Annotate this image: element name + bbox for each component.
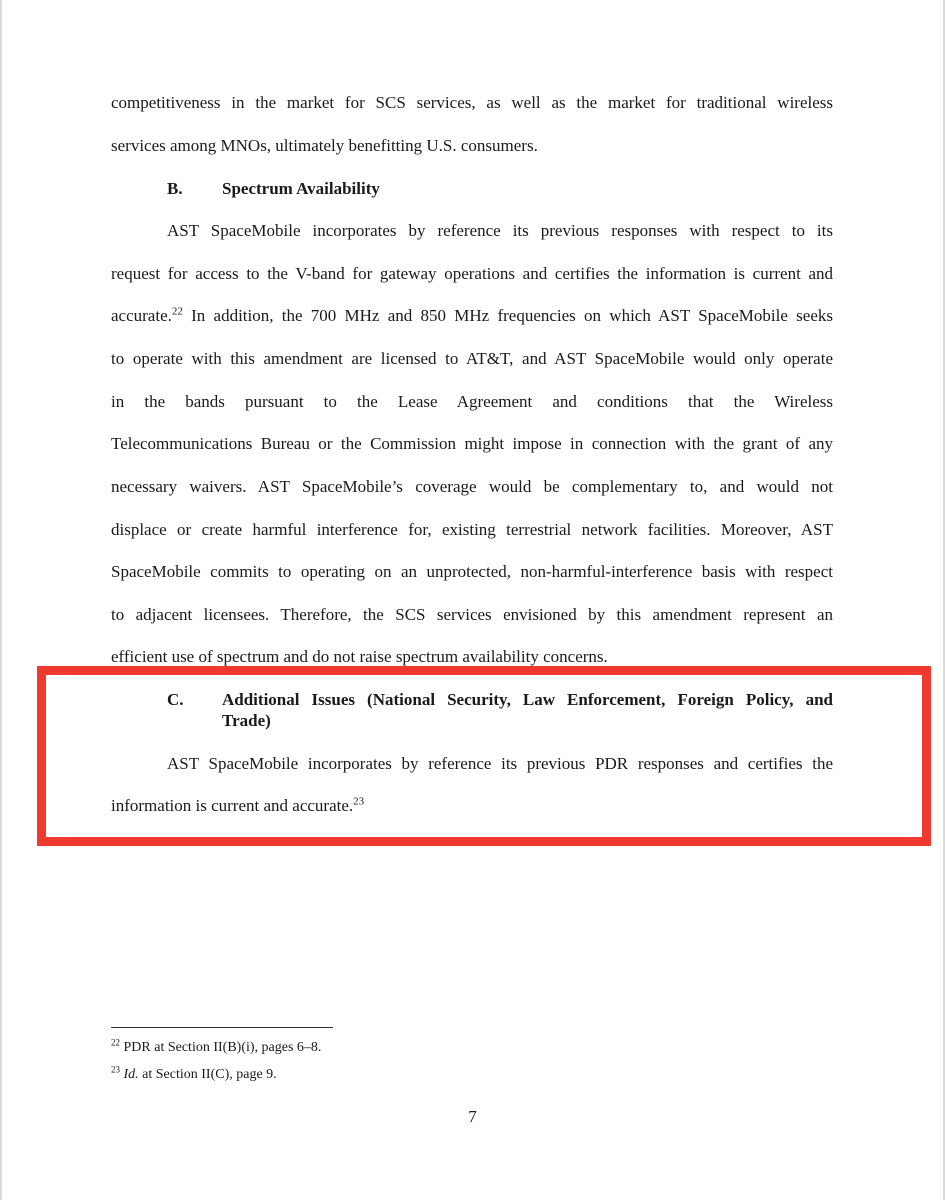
page-edge [0, 0, 2, 1200]
section-c-heading: Additional Issues (National Security, Law Enforcement, Foreign Policy, and [222, 690, 833, 709]
body-text-line: services among MNOs, ultimately benefitting U.S. consumers. [111, 136, 538, 155]
footnote-number: 23 [111, 1064, 120, 1075]
body-text-line [111, 795, 833, 817]
body-text-line: AST SpaceMobile incorporates by reference its previous responses with respect to its [167, 221, 833, 240]
footnote-text: PDR at Section II(B)(i), pages 6–8. [123, 1040, 322, 1055]
section-c-heading-cont: Trade) [222, 711, 271, 730]
body-text-line: Telecommunications Bureau or the Commission might impose in connection with the grant of any [111, 434, 833, 453]
body-text-fragment: In addition, the 700 MHz and 850 MHz frequencies on which AST SpaceMobile seeks [182, 306, 833, 325]
footnote-23 [111, 1066, 277, 1084]
body-text-fragment: accurate. [111, 306, 172, 325]
body-text-line: SpaceMobile commits to operating on an unprotected, non-harmful-interference basis with respect [111, 562, 833, 581]
body-text-line: competitiveness in the market for SCS services, as well as the market for traditional wireless [111, 93, 833, 112]
body-text-line: in the bands pursuant to the Lease Agreement and conditions that the Wireless [111, 392, 833, 411]
footnote-number: 22 [111, 1037, 120, 1048]
footnote-ref-23[interactable]: 23 [353, 795, 365, 808]
page-number: 7 [468, 1107, 477, 1126]
footnote-text: at Section II(C), page 9. [138, 1067, 277, 1082]
body-text-line: AST SpaceMobile incorporates by reference its previous PDR responses and certifies the [167, 754, 833, 773]
body-text-line: to adjacent licensees. Therefore, the SCS services envisioned by this amendment represent an [111, 605, 833, 624]
footnote-italic: Id. [123, 1067, 139, 1082]
body-text-fragment: information is current and accurate. [111, 796, 354, 815]
body-text-line: request for access to the V-band for gateway operations and certifies the information is current and [111, 264, 833, 283]
body-text-line: necessary waivers. AST SpaceMobile’s coverage would be complementary to, and would not [111, 477, 833, 496]
section-b-heading: Spectrum Availability [222, 179, 380, 198]
footnote-ref-22[interactable]: 22 [171, 305, 183, 318]
body-text-line: displace or create harmful interference for, existing terrestrial network facilities. Moreover, AST [111, 520, 833, 539]
footnote-separator [111, 1027, 333, 1028]
body-text-line: efficient use of spectrum and do not raise spectrum availability concerns. [111, 647, 608, 666]
body-text-line [111, 305, 833, 327]
footnote-22 [111, 1039, 321, 1057]
section-b-letter: B. [167, 179, 183, 198]
section-c-letter: C. [167, 690, 184, 709]
body-text-line: to operate with this amendment are licensed to AT&T, and AST SpaceMobile would only operate [111, 349, 833, 368]
